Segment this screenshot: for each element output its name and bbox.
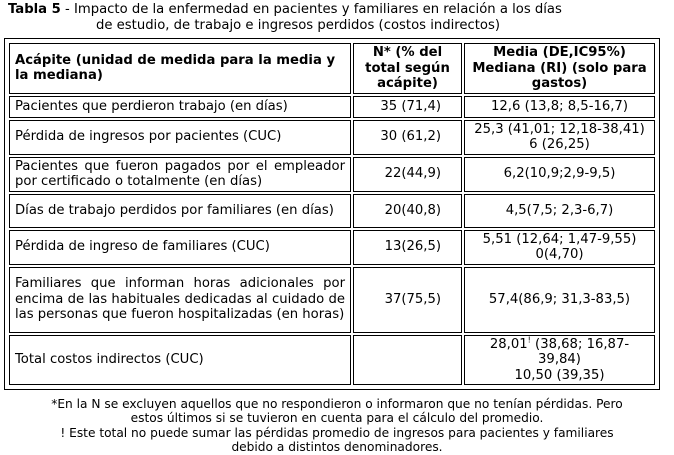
header-row: [9, 43, 655, 94]
row-value-line1: 4,5(7,5; 2,3-6,7): [505, 202, 614, 218]
footnote-line1: *En la N se excluyen aquellos que no respondieron o informaron que no tenían pérdidas. Pero: [51, 397, 623, 411]
row-label: Pacientes que fueron pagados por el empleador por certificado o totalmente (en días): [9, 157, 351, 192]
row-value-line1: 12,6 (13,8; 8,5-16,7): [491, 98, 628, 114]
row-n: 30 (61,2): [353, 120, 462, 155]
row-n: 13(26,5): [353, 230, 462, 265]
table-container: [4, 38, 660, 390]
total-footnote-mark: !: [527, 335, 531, 345]
row-label: Días de trabajo perdidos por familiares (en días): [9, 194, 351, 228]
row-value-line1: 6,2(10,9;2,9-9,5): [503, 166, 616, 182]
row-value: [464, 120, 655, 155]
row-value: [464, 230, 655, 265]
row-n: 37(75,5): [353, 267, 462, 333]
header-acapite: Acápite (unidad de medida para la media y la mediana): [9, 43, 351, 94]
footnote-line2: estos últimos si se tuvieron en cuenta para el cálculo del promedio.: [130, 411, 544, 426]
row-label: Pérdida de ingresos por pacientes (CUC): [9, 120, 351, 155]
row-value: [464, 194, 655, 228]
total-value-line2: 10,50 (39,35): [514, 367, 605, 383]
total-value-line1: [470, 337, 649, 368]
table-row: [9, 96, 655, 118]
row-n: 22(44,9): [353, 157, 462, 192]
table-caption: [8, 2, 658, 34]
row-value-line1: 57,4(86,9; 31,3-83,5): [488, 291, 631, 307]
header-media: [464, 43, 655, 94]
total-value: [464, 335, 655, 386]
row-value-line2: 6 (26,25): [529, 137, 590, 152]
footnote-line3: ! Este total no puede sumar las pérdidas promedio de ingresos para pacientes y familiares: [60, 425, 614, 440]
header-media-line1: Media (DE,IC95%): [493, 45, 626, 60]
row-value: [464, 96, 655, 118]
row-n: 20(40,8): [353, 194, 462, 228]
total-value-rest: (38,68; 16,87-39,84): [530, 336, 630, 367]
header-n: N* (% del total según acápite): [353, 43, 462, 94]
table-row: [9, 157, 655, 192]
caption-label: Tabla 5: [8, 2, 61, 17]
table-row: [9, 194, 655, 228]
table-row: [9, 120, 655, 155]
row-value: [464, 267, 655, 333]
table-footnotes: [0, 397, 674, 455]
row-value-line2: 0(4,70): [535, 247, 584, 262]
footnote-line4: debido a distintos denominadores.: [231, 440, 443, 455]
row-n: 35 (71,4): [353, 96, 462, 118]
total-row: [9, 335, 655, 386]
total-label: Total costos indirectos (CUC): [9, 335, 351, 386]
total-n: [353, 335, 462, 386]
row-value-line1: 5,51 (12,64; 1,47-9,55): [482, 231, 637, 247]
row-label: Pérdida de ingreso de familiares (CUC): [9, 230, 351, 265]
row-label: Pacientes que perdieron trabajo (en días): [9, 96, 351, 118]
row-value: [464, 157, 655, 192]
indirect-costs-table: [7, 41, 657, 387]
caption-line2: de estudio, de trabajo e ingresos perdidos (costos indirectos): [96, 18, 501, 33]
row-label: Familiares que informan horas adicionales por encima de las habituales dedicadas al cuidado de las personas que fueron hospitalizadas (en horas): [9, 267, 351, 333]
table-row: [9, 267, 655, 333]
table-row: [9, 230, 655, 265]
row-value-line1: 25,3 (41,01; 12,18-38,41): [474, 121, 645, 137]
total-value-main: 28,01: [489, 336, 528, 352]
header-media-line2: Mediana (RI) (solo para gastos): [472, 60, 647, 91]
caption-line1: - Impacto de la enfermedad en pacientes y familiares en relación a los días: [60, 2, 562, 17]
